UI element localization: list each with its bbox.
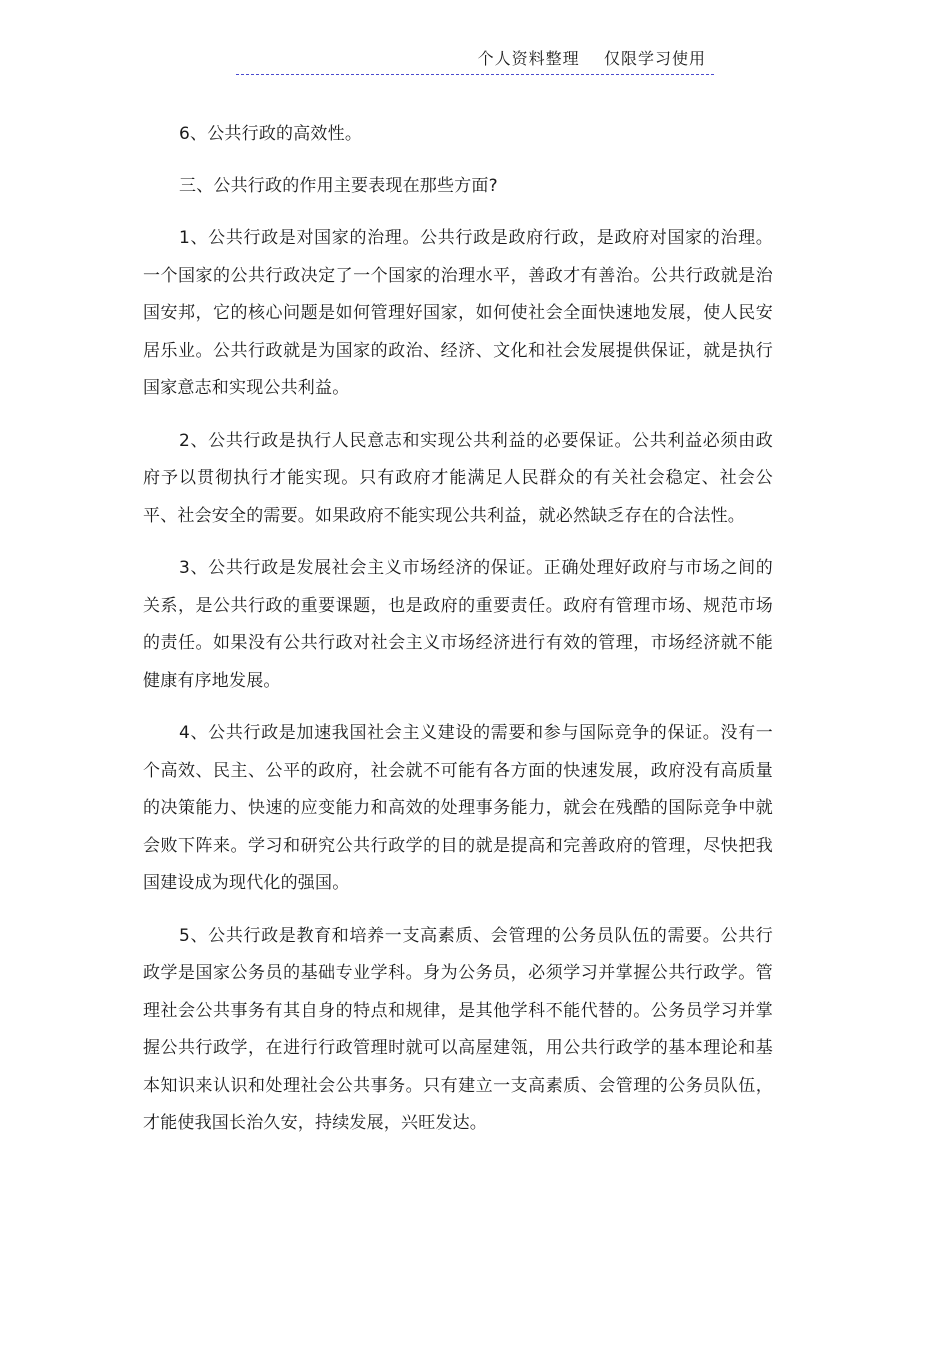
- paragraph-item-6: 6、公共行政的高效性。: [179, 124, 363, 144]
- paragraph-point-2: 2、公共行政是执行人民意志和实现公共利益的必要保证。公共利益必须由政府予以贯彻执行才能实现。只有政府才能满足人民群众的有关社会稳定、社会公平、社会安全的需要。如果政府不能实现公共利益，就必然缺乏存在的合法性。: [143, 430, 773, 526]
- paragraph-point-1: 1、公共行政是对国家的治理。公共行政是政府行政，是政府对国家的治理。一个国家的公共行政决定了一个国家的治理水平，善政才有善治。公共行政就是治国安邦，它的核心问题是如何管理好国家，如何使社会全面快速地发展，使人民安居乐业。公共行政就是为国家的政治、经济、文化和社会发展提供保证，就是执行国家意志和实现公共利益。: [143, 228, 773, 398]
- header-text: 个人资料整理 仅限学习使用: [477, 49, 706, 68]
- section-heading: 三、公共行政的作用主要表现在那些方面?: [179, 176, 498, 196]
- page-header: [236, 44, 714, 75]
- paragraph-point-4: 4、公共行政是加速我国社会主义建设的需要和参与国际竞争的保证。没有一个高效、民主、公平的政府，社会就不可能有各方面的快速发展，政府没有高质量的决策能力、快速的应变能力和高效的处理事务能力，就会在残酷的国际竞争中就会败下阵来。学习和研究公共行政学的目的就是提高和完善政府的管理，尽快把我国建设成为现代化的强国。: [143, 723, 773, 893]
- paragraph-point-3: 3、公共行政是发展社会主义市场经济的保证。正确处理好政府与市场之间的关系，是公共行政的重要课题，也是政府的重要责任。政府有管理市场、规范市场的责任。如果没有公共行政对社会主义市场经济进行有效的管理，市场经济就不能健康有序地发展。: [143, 558, 773, 691]
- document-body: [143, 116, 773, 1143]
- paragraph-point-5: 5、公共行政是教育和培养一支高素质、会管理的公务员队伍的需要。公共行政学是国家公务员的基础专业学科。身为公务员，必须学习并掌握公共行政学。管理社会公共事务有其自身的特点和规律，是其他学科不能代替的。公务员学习并掌握公共行政学，在进行行政管理时就可以高屋建瓴，用公共行政学的基本理论和基本知识来认识和处理社会公共事务。只有建立一支高素质、会管理的公务员队伍，才能使我国长治久安，持续发展，兴旺发达。: [143, 925, 773, 1133]
